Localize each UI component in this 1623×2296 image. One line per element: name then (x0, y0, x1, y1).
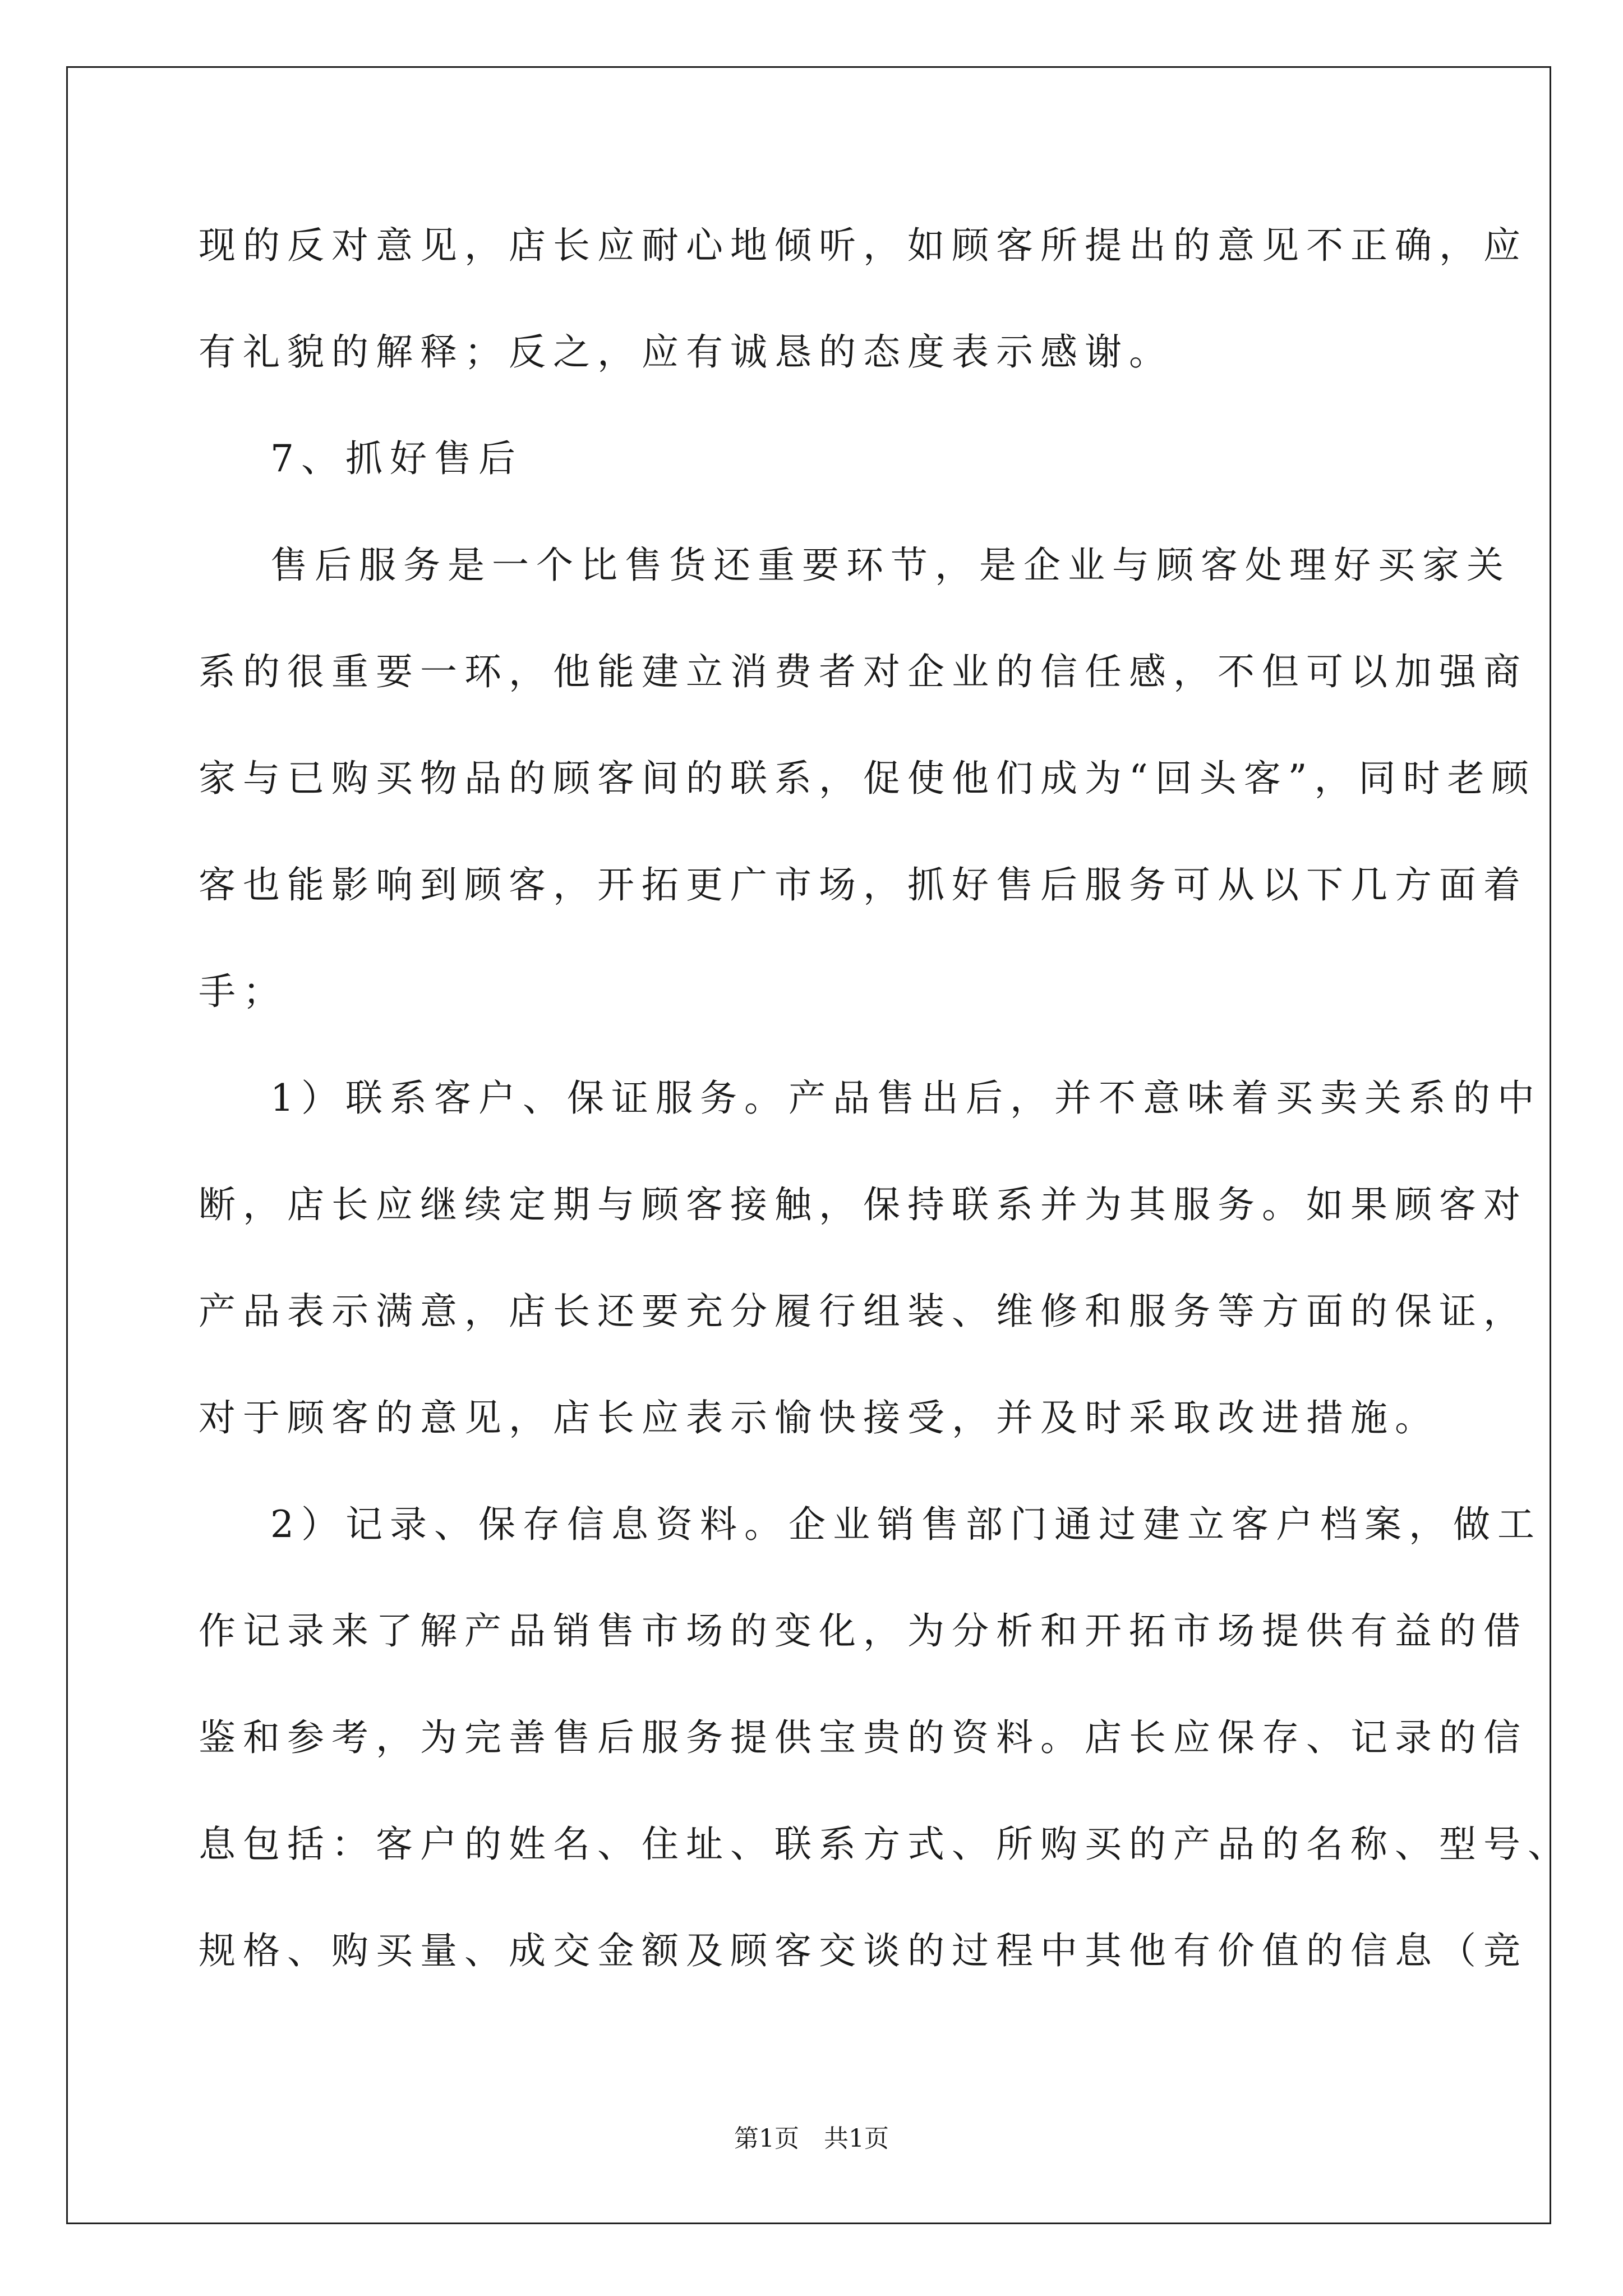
text-line: 产品表示满意，店长还要充分履行组装、维修和服务等方面的保证， (199, 1290, 1528, 1333)
text-line: 1）联系客户、保证服务。产品售出后，并不意味着买卖关系的中 (270, 1076, 1542, 1120)
text-line: 现的反对意见，店长应耐心地倾听，如顾客所提出的意见不正确，应 (199, 224, 1528, 267)
text-line: 手； (199, 970, 287, 1013)
text-line: 2）记录、保存信息资料。企业销售部门通过建立客户档案，做工 (270, 1503, 1542, 1546)
text-line: 系的很重要一环，他能建立消费者对企业的信任感，不但可以加强商 (199, 650, 1528, 693)
text-line: 客也能影响到顾客，开拓更广市场，抓好售后服务可从以下几方面着 (199, 863, 1528, 907)
text-line: 断，店长应继续定期与顾客接触，保持联系并为其服务。如果顾客对 (199, 1183, 1528, 1226)
text-line: 规格、购买量、成交金额及顾客交谈的过程中其他有价值的信息（竞 (199, 1929, 1528, 1972)
text-line: 鉴和参考，为完善售后服务提供宝贵的资料。店长应保存、记录的信 (199, 1716, 1528, 1759)
text-line: 对于顾客的意见，店长应表示愉快接受，并及时采取改进措施。 (199, 1396, 1439, 1439)
document-body (199, 216, 1572, 2028)
text-line: 作记录来了解产品销售市场的变化，为分析和开拓市场提供有益的借 (199, 1609, 1528, 1653)
text-line: 售后服务是一个比售货还重要环节，是企业与顾客处理好买家关 (270, 544, 1511, 587)
text-line: 家与已购买物品的顾客间的联系，促使他们成为“回头客”，同时老顾 (199, 757, 1536, 800)
text-line: 息包括：客户的姓名、住址、联系方式、所购买的产品的名称、型号、 (199, 1823, 1572, 1866)
text-line: 有礼貌的解释；反之，应有诚恳的态度表示感谢。 (199, 330, 1173, 374)
section-heading: 7、抓好售后 (270, 437, 523, 480)
page-number-footer: 第1页 共1页 (734, 2124, 889, 2153)
